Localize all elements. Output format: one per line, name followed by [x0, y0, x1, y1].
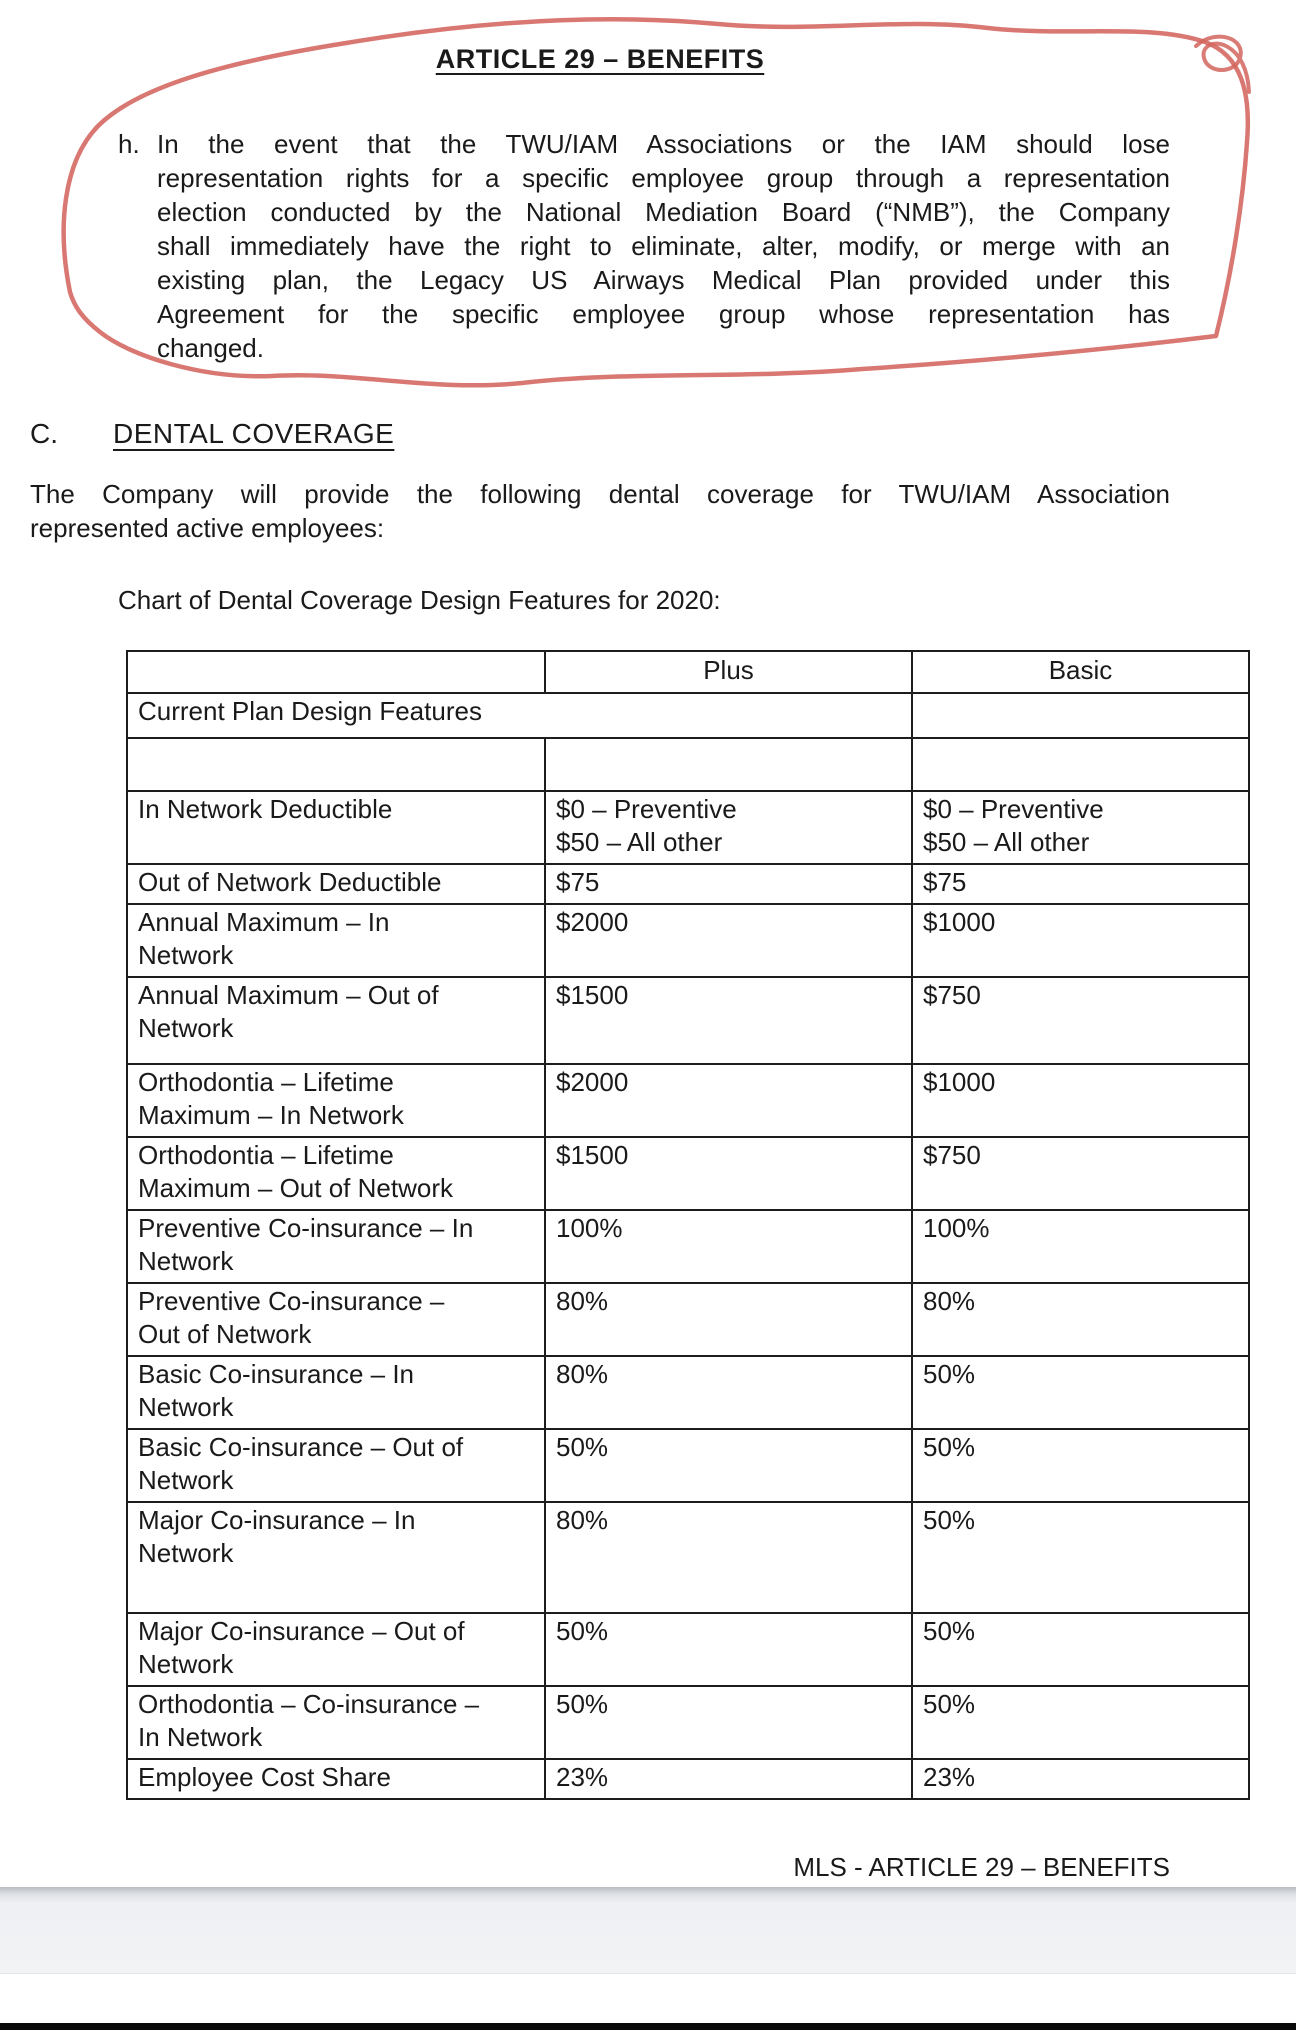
- row-basic-value: 100%: [912, 1210, 1249, 1283]
- row-plus-value: $0 – Preventive $50 – All other: [545, 791, 912, 864]
- row-feature: Basic Co-insurance – In Network: [127, 1356, 545, 1429]
- paragraph-h-marker: h.: [118, 129, 140, 159]
- row-feature: Major Co-insurance – In Network: [127, 1502, 545, 1613]
- row-plus-value: $75: [545, 864, 912, 904]
- row-basic-value: 50%: [912, 1686, 1249, 1759]
- row-feature: Major Co-insurance – Out of Network: [127, 1613, 545, 1686]
- paragraph-h-text: In the event that the TWU/IAM Associations or the IAM should lose representation rights for a specific employee group through a representation election conducted by the National Mediation Board (“NMB”), the Company shall immediately have the right to eliminate, alter, modify, or merge with an existing plan, the Legacy US Airways Medical Plan provided under this Agreement for the specific employee group whose representation has changed.: [157, 129, 1170, 363]
- row-basic-value: $750: [912, 977, 1249, 1064]
- paragraph-h: [30, 127, 1170, 365]
- column-header-basic: Basic: [912, 651, 1249, 693]
- bottom-gray-band: [0, 1887, 1296, 1974]
- row-plus-value: 50%: [545, 1686, 912, 1759]
- row-basic-value: 50%: [912, 1613, 1249, 1686]
- row-basic-value: $750: [912, 1137, 1249, 1210]
- intro-paragraph: The Company will provide the following dental coverage for TWU/IAM Association represented active employees:: [30, 479, 1170, 543]
- table-row: [127, 1210, 1249, 1283]
- table-row: [127, 1283, 1249, 1356]
- row-plus-value: 80%: [545, 1356, 912, 1429]
- section-c: [30, 417, 1170, 451]
- row-feature: Preventive Co-insurance – Out of Network: [127, 1283, 545, 1356]
- row-basic-value: 50%: [912, 1356, 1249, 1429]
- table-row: [127, 1502, 1249, 1613]
- row-feature: Annual Maximum – In Network: [127, 904, 545, 977]
- table-subheader-empty-cell: [912, 693, 1249, 738]
- row-basic-value: $1000: [912, 1064, 1249, 1137]
- row-basic-value: $1000: [912, 904, 1249, 977]
- row-plus-value: $2000: [545, 904, 912, 977]
- column-header-plus: Plus: [545, 651, 912, 693]
- row-feature: Orthodontia – Lifetime Maximum – Out of Network: [127, 1137, 545, 1210]
- bottom-black-bar: [0, 2023, 1296, 2030]
- row-plus-value: 80%: [545, 1283, 912, 1356]
- page-title: ARTICLE 29 – BENEFITS: [435, 44, 765, 74]
- row-plus-value: 80%: [545, 1502, 912, 1613]
- table-row: [127, 1429, 1249, 1502]
- row-plus-value: 23%: [545, 1759, 912, 1799]
- row-basic-value: 50%: [912, 1429, 1249, 1502]
- row-plus-value: $1500: [545, 977, 912, 1064]
- row-plus-value: $2000: [545, 1064, 912, 1137]
- table-row: [127, 1613, 1249, 1686]
- table-row: [127, 1686, 1249, 1759]
- row-feature: Orthodontia – Co-insurance – In Network: [127, 1686, 545, 1759]
- table-row: [127, 1356, 1249, 1429]
- section-c-marker: C.: [30, 418, 58, 449]
- table-row: [127, 1064, 1249, 1137]
- row-feature: Annual Maximum – Out of Network: [127, 977, 545, 1064]
- row-plus-value: 100%: [545, 1210, 912, 1283]
- table-row: [127, 1759, 1249, 1799]
- row-feature: Preventive Co-insurance – In Network: [127, 1210, 545, 1283]
- table-row: [127, 904, 1249, 977]
- table-subheader: Current Plan Design Features: [127, 693, 912, 738]
- row-feature: In Network Deductible: [127, 791, 545, 864]
- footer-text: MLS - ARTICLE 29 – BENEFITS: [793, 1852, 1170, 1882]
- row-basic-value: $0 – Preventive $50 – All other: [912, 791, 1249, 864]
- row-feature: Employee Cost Share: [127, 1759, 545, 1799]
- dental-table-body: [127, 791, 1249, 1799]
- row-basic-value: 23%: [912, 1759, 1249, 1799]
- row-plus-value: $1500: [545, 1137, 912, 1210]
- row-basic-value: $75: [912, 864, 1249, 904]
- table-row: [127, 791, 1249, 864]
- column-header-features-empty: [127, 651, 545, 693]
- row-feature: Basic Co-insurance – Out of Network: [127, 1429, 545, 1502]
- row-feature: Orthodontia – Lifetime Maximum – In Network: [127, 1064, 545, 1137]
- chart-caption: Chart of Dental Coverage Design Features for 2020:: [118, 585, 721, 615]
- table-row: [127, 864, 1249, 904]
- row-basic-value: 50%: [912, 1502, 1249, 1613]
- dental-coverage-table: [126, 650, 1250, 1800]
- section-c-heading: DENTAL COVERAGE: [113, 418, 395, 449]
- table-subheader-row: [127, 693, 1249, 738]
- table-header-row: [127, 651, 1249, 693]
- row-feature: Out of Network Deductible: [127, 864, 545, 904]
- table-row: [127, 1137, 1249, 1210]
- table-spacer-row: [127, 738, 1249, 791]
- row-plus-value: 50%: [545, 1429, 912, 1502]
- row-plus-value: 50%: [545, 1613, 912, 1686]
- row-basic-value: 80%: [912, 1283, 1249, 1356]
- table-row: [127, 977, 1249, 1064]
